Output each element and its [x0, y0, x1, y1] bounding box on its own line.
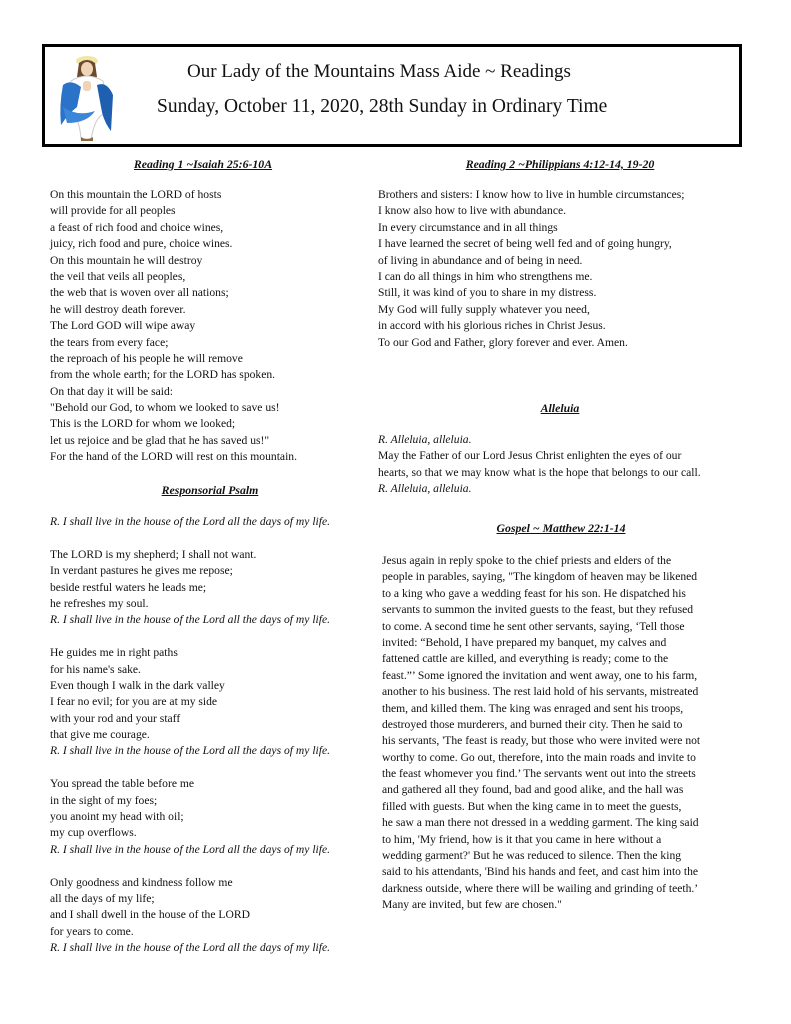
virgin-mary-image — [57, 51, 117, 143]
psalm-response: R. I shall live in the house of the Lord all the days of my life. — [50, 515, 331, 528]
stanza-gap — [50, 858, 330, 874]
gospel-line: said to his attendants, 'Bind his hands and feet, and cast him into the — [382, 865, 699, 879]
reading1-line: let us rejoice and be glad that he has saved us!" — [50, 433, 270, 447]
psalm-line: with your rod and your staff — [50, 711, 181, 725]
gospel-line: Jesus again in reply spoke to the chief priests and elders of the — [382, 554, 672, 567]
psalm-text — [50, 514, 330, 957]
reading1-line: the web that is woven over all nations; — [50, 286, 229, 300]
alleluia-response: R. Alleluia, alleluia. — [378, 482, 472, 496]
reading1-line: the tears from every face; — [50, 335, 169, 349]
stanza-gap — [50, 760, 330, 776]
reading1-line: juicy, rich food and pure, choice wines. — [50, 237, 233, 251]
gospel-line: and gathered all they found, bad and good alike, and the hall was — [382, 783, 684, 797]
gospel-line: them, and killed them. The king was enraged and sent his troops, — [382, 701, 684, 715]
psalm-line: The LORD is my shepherd; I shall not want. — [50, 547, 257, 561]
gospel-line: worthy to come. Go out, therefore, into the main roads and invite to — [382, 750, 696, 764]
gospel-text — [382, 553, 700, 914]
gospel-heading: Gospel ~ Matthew 22:1-14 — [496, 521, 626, 535]
gospel-line: wedding garment?' But he was reduced to silence. Then the king — [382, 849, 682, 863]
reading1-line: This is the LORD for whom we looked; — [50, 417, 236, 431]
reading2-line: I can do all things in him who strengthens me. — [378, 269, 593, 283]
psalm-response: R. I shall live in the house of the Lord all the days of my life. — [50, 842, 331, 856]
reading1-line: The Lord GOD will wipe away — [50, 319, 196, 333]
stanza-gap — [50, 629, 330, 645]
reading2-line: of living in abundance and of being in need. — [378, 253, 583, 267]
alleluia-text — [378, 432, 701, 498]
psalm-line: for his name's sake. — [50, 662, 141, 676]
gospel-line: darkness outside, where there will be wailing and grinding of teeth.’ — [382, 881, 699, 895]
psalm-line: You spread the table before me — [50, 777, 195, 791]
reading1-heading: Reading 1 ~Isaiah 25:6-10A — [133, 157, 273, 171]
stanza-gap — [50, 530, 330, 546]
reading1-line: a feast of rich food and choice wines, — [50, 220, 224, 234]
psalm-line: in the sight of my foes; — [50, 793, 158, 807]
gospel-line: to a king who gave a wedding feast for his son. He dispatched his — [382, 586, 686, 600]
page-subtitle: Sunday, October 11, 2020, 28th Sunday in Ordinary Time — [157, 96, 608, 117]
reading1-line: the veil that veils all peoples, — [50, 269, 186, 283]
reading1-line: On this mountain he will destroy — [50, 253, 203, 267]
reading2-line: To our God and Father, glory forever and ever. Amen. — [378, 335, 628, 349]
alleluia-line: hearts, so that we may know what is the hope that belongs to our call. — [378, 465, 701, 479]
reading1-line: from the whole earth; for the LORD has spoken. — [50, 368, 276, 382]
alleluia-response: R. Alleluia, alleluia. — [378, 433, 472, 446]
psalm-line: my cup overflows. — [50, 826, 137, 840]
psalm-line: I fear no evil; for you are at my side — [50, 695, 218, 709]
gospel-line: destroyed those murderers, and burned their city. Then he said to — [382, 717, 683, 731]
gospel-line: another to his business. The rest laid hold of his servants, mistreated — [382, 685, 699, 699]
gospel-line: he saw a man there not dressed in a wedding garment. The king said — [382, 816, 699, 830]
reading2-line: Still, it was kind of you to share in my distress. — [378, 286, 597, 300]
gospel-line: to come. A second time he sent other servants, saying, ‘Tell those — [382, 619, 685, 633]
reading1-line: For the hand of the LORD will rest on this mountain. — [50, 450, 297, 464]
psalm-line: you anoint my head with oil; — [50, 810, 184, 824]
reading1-line: On this mountain the LORD of hosts — [50, 188, 222, 201]
reading1-line: will provide for all peoples — [50, 204, 176, 218]
psalm-line: Even though I walk in the dark valley — [50, 678, 225, 692]
gospel-line: invited: “Behold, I have prepared my banquet, my calves and — [382, 635, 667, 649]
psalm-line: He guides me in right paths — [50, 646, 178, 660]
reading2-line: Brothers and sisters: I know how to live in humble circumstances; — [378, 188, 685, 201]
gospel-line: people in parables, saying, "The kingdom of heaven may be likened — [382, 570, 698, 584]
reading2-line: in accord with his glorious riches in Christ Jesus. — [378, 319, 606, 333]
psalm-response: R. I shall live in the house of the Lord all the days of my life. — [50, 941, 331, 955]
reading1-line: the reproach of his people he will remove — [50, 351, 243, 365]
gospel-line: feast.”’ Some ignored the invitation and went away, one to his farm, — [382, 668, 698, 682]
psalm-line: In verdant pastures he gives me repose; — [50, 564, 233, 578]
reading2-line: In every circumstance and in all things — [378, 220, 558, 234]
reading2-line: I know also how to live with abundance. — [378, 204, 567, 218]
gospel-line: the feast whomever you find.’ The servants went out into the streets — [382, 767, 696, 781]
reading2-heading: Reading 2 ~Philippians 4:12-14, 19-20 — [465, 157, 655, 171]
gospel-line: to him, 'My friend, how is it that you came in here without a — [382, 832, 662, 846]
reading2-text — [378, 187, 685, 351]
psalm-response: R. I shall live in the house of the Lord all the days of my life. — [50, 613, 331, 627]
reading1-text — [50, 187, 297, 466]
psalm-line: Only goodness and kindness follow me — [50, 875, 233, 889]
header-box — [42, 44, 742, 147]
psalm-line: that give me courage. — [50, 728, 150, 742]
alleluia-line: May the Father of our Lord Jesus Christ enlighten the eyes of our — [378, 449, 682, 463]
gospel-line: Many are invited, but few are chosen." — [382, 898, 562, 912]
gospel-line: servants to summon the invited guests to the feast, but they refused — [382, 603, 694, 617]
psalm-response: R. I shall live in the house of the Lord all the days of my life. — [50, 744, 331, 758]
psalm-line: for years to come. — [50, 924, 134, 938]
psalm-line: beside restful waters he leads me; — [50, 580, 207, 594]
reading2-line: My God will fully supply whatever you need, — [378, 302, 590, 316]
reading2-line: I have learned the secret of being well fed and of going hungry, — [378, 237, 672, 251]
psalm-heading: Responsorial Psalm — [161, 483, 259, 497]
alleluia-heading: Alleluia — [540, 401, 580, 415]
psalm-line: all the days of my life; — [50, 891, 155, 905]
gospel-line: filled with guests. But when the king came in to meet the guests, — [382, 799, 682, 813]
page-title: Our Lady of the Mountains Mass Aide ~ Readings — [187, 61, 571, 82]
reading1-line: he will destroy death forever. — [50, 302, 186, 316]
reading1-line: "Behold our God, to whom we looked to save us! — [50, 401, 280, 415]
psalm-line: and I shall dwell in the house of the LORD — [50, 908, 250, 922]
reading1-line: On that day it will be said: — [50, 384, 174, 398]
psalm-line: he refreshes my soul. — [50, 596, 149, 610]
gospel-line: his servants, 'The feast is ready, but those who were invited were not — [382, 734, 701, 748]
gospel-line: fattened cattle are killed, and everything is ready; come to the — [382, 652, 669, 666]
